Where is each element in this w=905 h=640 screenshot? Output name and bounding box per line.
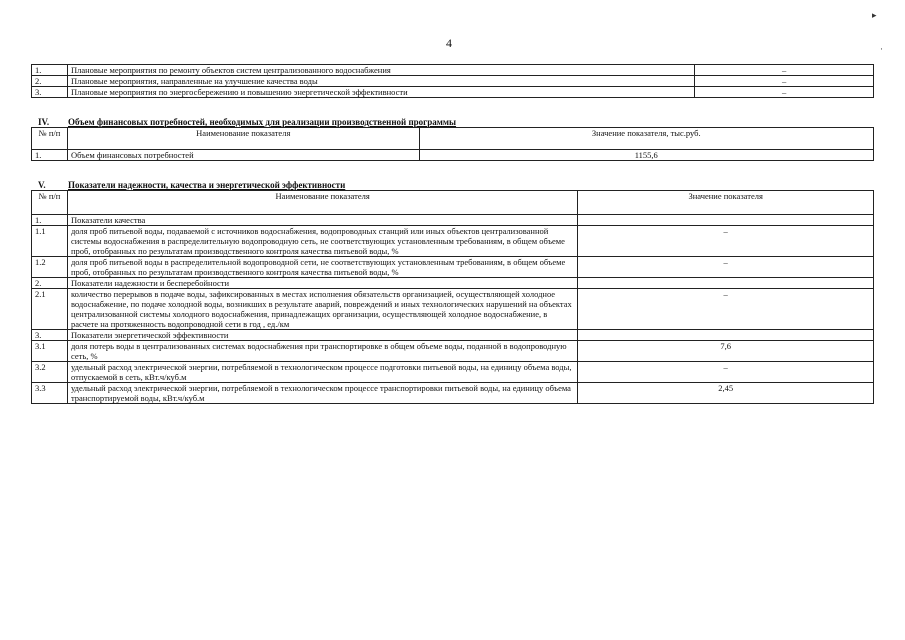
- table-row: [32, 330, 874, 341]
- table-row: [32, 226, 874, 257]
- row-value: [578, 215, 874, 226]
- row-value: 2,45: [578, 383, 874, 404]
- row-value: [578, 330, 874, 341]
- table-header-row: [32, 191, 874, 215]
- row-name: количество перерывов в подаче воды, зафиксированных в местах исполнения обязательств организацией, осуществляющей холодное водоснабжение, по подаче холодной воды, возникших в результате аварий, повреждений и иных технологических нарушений на объектах централизованной системы холодного водоснабжения, принадлежащих организации, осуществляющей холодное водоснабжение, в расчете на протяженность водопроводной сети в год , ед./км: [67, 289, 577, 330]
- row-value: –: [578, 226, 874, 257]
- row-number: 1.2: [32, 257, 68, 278]
- column-header-value: Значение показателя: [578, 191, 874, 215]
- row-value: [578, 278, 874, 289]
- table-row: [32, 289, 874, 330]
- row-value: –: [695, 87, 874, 98]
- table-row: [32, 150, 874, 161]
- section-title: Объем финансовых потребностей, необходимых для реализации производственной программы: [68, 117, 457, 127]
- row-number: 3.: [32, 330, 68, 341]
- row-name: Показатели энергетической эффективности: [67, 330, 577, 341]
- column-header-number: № п/п: [32, 191, 68, 215]
- row-number: 1.: [32, 215, 68, 226]
- row-number: 3.2: [32, 362, 68, 383]
- table-row: [32, 65, 874, 76]
- column-header-name: Наименование показателя: [67, 191, 577, 215]
- column-header-value: Значение показателя, тыс.руб.: [419, 128, 873, 150]
- financial-needs-table: [31, 127, 874, 161]
- row-name: доля потерь воды в централизованных системах водоснабжения при транспортировке в общем объеме воды, поданной в водопроводную сеть, %: [67, 341, 577, 362]
- row-number: 1.: [32, 65, 68, 76]
- table-row: [32, 362, 874, 383]
- row-number: 3.3: [32, 383, 68, 404]
- row-value: –: [695, 76, 874, 87]
- row-name: Показатели надежности и бесперебойности: [67, 278, 577, 289]
- row-name: доля проб питьевой воды, подаваемой с источников водоснабжения, водопроводных станций или иных объектов централизованной системы водоснабжения в распределительную водопроводную сеть, не соответствующих установленным требованиям, в общем объеме проб, отобранных по результатам производственного контроля качества питьевой воды, %: [67, 226, 577, 257]
- section-4-heading: [38, 117, 456, 127]
- table-row: [32, 383, 874, 404]
- column-header-number: № п/п: [32, 128, 68, 150]
- row-name: Показатели качества: [67, 215, 577, 226]
- row-value: –: [695, 65, 874, 76]
- row-name: Плановые мероприятия по ремонту объектов систем централизованного водоснабжения: [67, 65, 694, 76]
- table-header-row: [32, 128, 874, 150]
- row-number: 1.: [32, 150, 68, 161]
- row-number: 2.1: [32, 289, 68, 330]
- scan-mark: ·: [880, 44, 883, 54]
- section-title: Показатели надежности, качества и энергетической эффективности: [68, 180, 346, 190]
- row-value: 7,6: [578, 341, 874, 362]
- row-number: 1.1: [32, 226, 68, 257]
- column-header-name: Наименование показателя: [67, 128, 419, 150]
- table-row: [32, 87, 874, 98]
- row-name: Плановые мероприятия, направленные на улучшение качества воды: [67, 76, 694, 87]
- table-row: [32, 215, 874, 226]
- indicators-table: [31, 190, 874, 404]
- row-value: –: [578, 257, 874, 278]
- row-name: Плановые мероприятия по энергосбережению и повышению энергетической эффективности: [67, 87, 694, 98]
- table-row: [32, 341, 874, 362]
- row-name: Объем финансовых потребностей: [67, 150, 419, 161]
- section-number: V.: [38, 180, 46, 190]
- row-value: 1155,6: [419, 150, 873, 161]
- section-number: IV.: [38, 117, 50, 127]
- page-number: 4: [446, 36, 452, 50]
- section-5-heading: [38, 180, 345, 190]
- row-value: –: [578, 289, 874, 330]
- table-row: [32, 257, 874, 278]
- row-number: 3.: [32, 87, 68, 98]
- row-number: 2.: [32, 278, 68, 289]
- row-number: 3.1: [32, 341, 68, 362]
- scan-mark: ▸: [872, 10, 877, 20]
- table-row: [32, 76, 874, 87]
- table-row: [32, 278, 874, 289]
- row-number: 2.: [32, 76, 68, 87]
- row-name: удельный расход электрической энергии, потребляемой в технологическом процессе подготовки питьевой воды, на единицу объема воды, отпускаемой в сеть, кВт.ч/куб.м: [67, 362, 577, 383]
- planned-measures-table: [31, 64, 874, 98]
- row-name: удельный расход электрической энергии, потребляемой в технологическом процессе транспортировки питьевой воды, на единицу объема транспортируемой воды, кВт.ч/куб.м: [67, 383, 577, 404]
- row-name: доля проб питьевой воды в распределительной водопроводной сети, не соответствующих установленным требованиям, в общем объеме проб, отобранных по результатам производственного контроля качества питьевой воды, %: [67, 257, 577, 278]
- row-value: –: [578, 362, 874, 383]
